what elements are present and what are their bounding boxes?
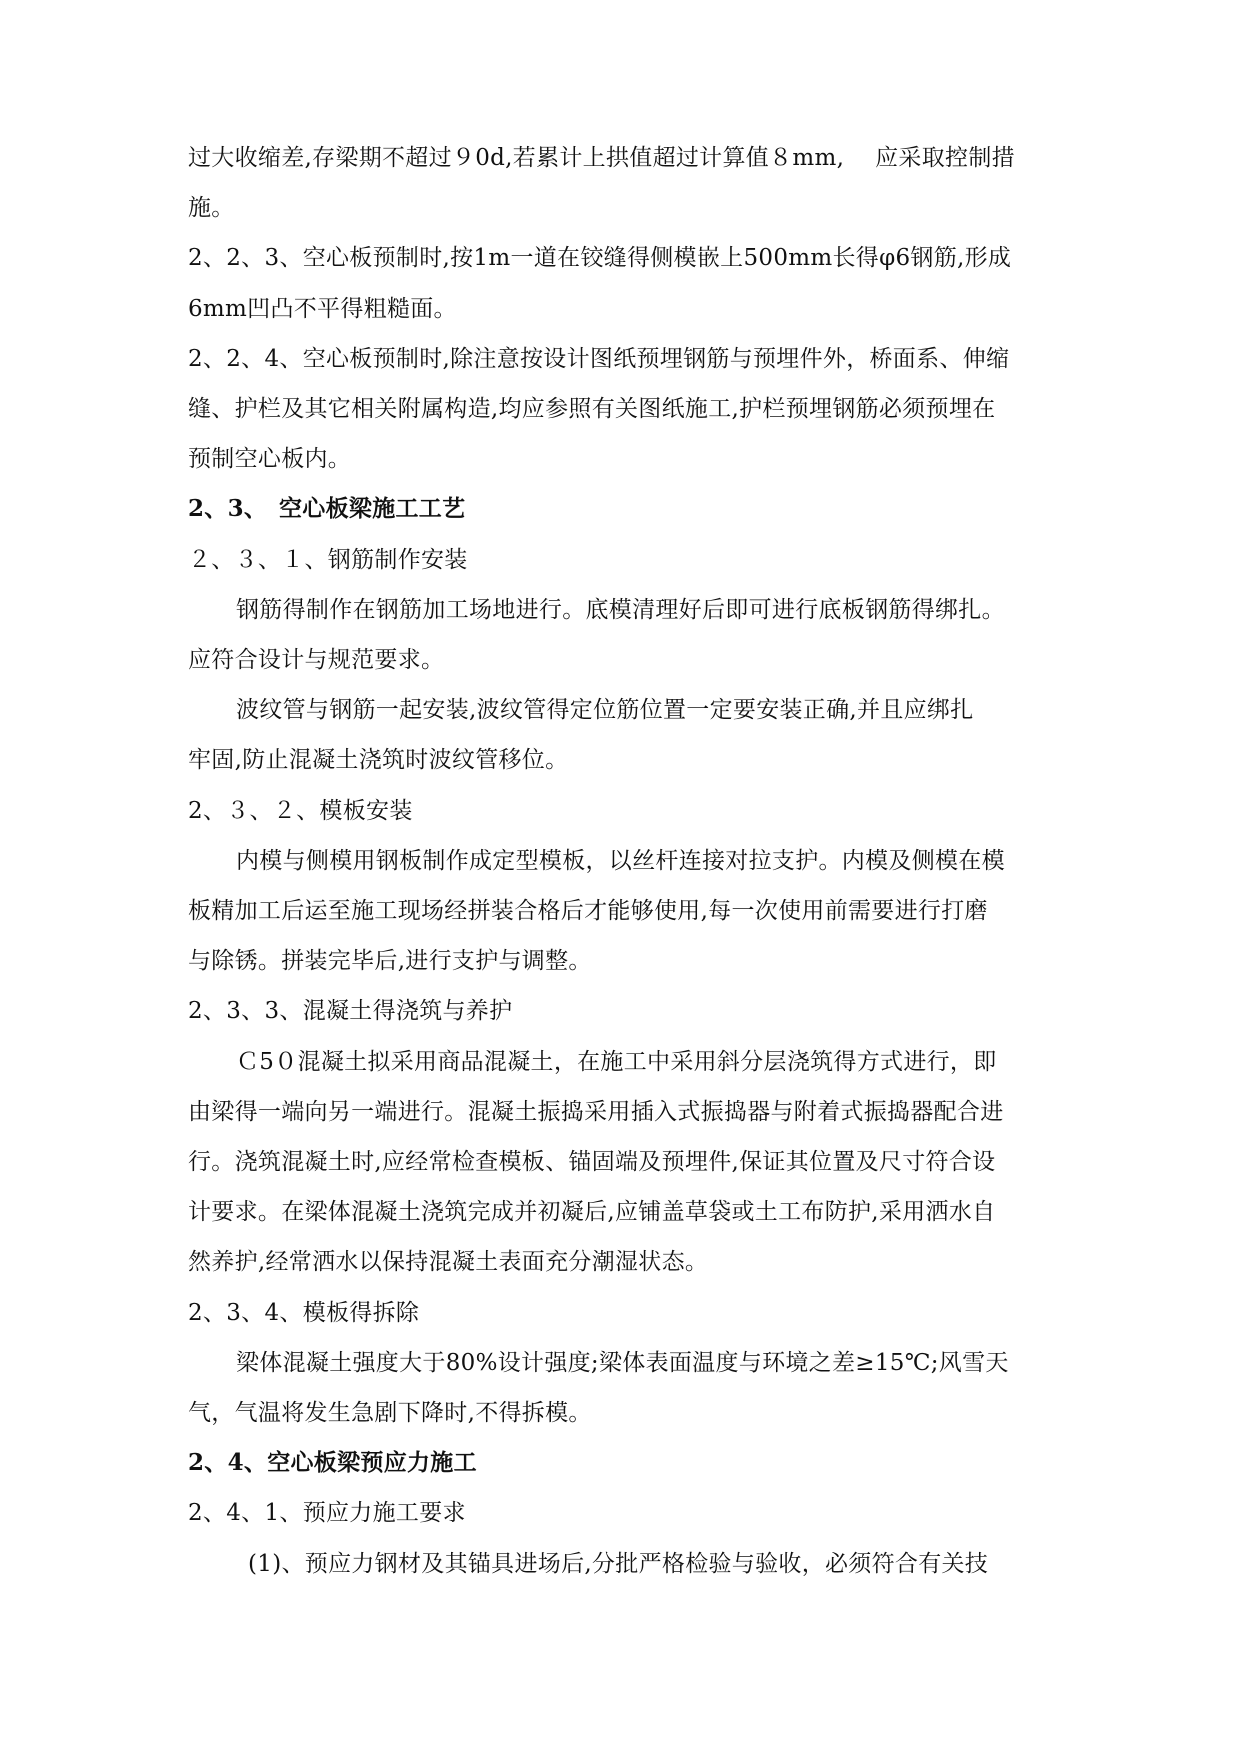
text-line: 2、3、4、模板得拆除 [188,1300,420,1326]
text-line: 应符合设计与规范要求。 [188,647,445,673]
text-line: 然养护,经常洒水以保持混凝土表面充分潮湿状态。 [188,1249,709,1275]
text-line: 计要求。在梁体混凝土浇筑完成并初凝后,应铺盖草袋或土工布防护,采用洒水自 [188,1199,996,1225]
text-line: 行。浇筑混凝土时,应经常检查模板、锚固端及预埋件,保证其位置及尺寸符合设 [188,1149,996,1175]
text-line: 牢固,防止混凝土浇筑时波纹管移位。 [188,747,569,773]
text-line: 与除锈。拼装完毕后,进行支护与调整。 [188,948,592,974]
text-line: 内模与侧模用钢板制作成定型模板，以丝杆连接对拉支护。内模及侧模在模 [236,848,1005,874]
section-heading: 2、3、 空心板梁施工工艺 [188,495,466,522]
text-line: 2、2、4、空心板预制时,除注意按设计图纸预埋钢筋与预埋件外，桥面系、伸缩 [188,346,1010,372]
text-line: 施。 [188,195,235,221]
text-line: 钢筋得制作在钢筋加工场地进行。底模清理好后即可进行底板钢筋得绑扎。 [236,597,1005,623]
text-line: 梁体混凝土强度大于80%设计强度;梁体表面温度与环境之差≥15℃;风雪天 [236,1350,1009,1376]
text-line: ２、３、１、钢筋制作安装 [188,547,468,573]
text-line: 过大收缩差,存梁期不超过９0d,若累计上拱值超过计算值８mm, 应采取控制措 [188,145,1015,171]
text-line: 波纹管与钢筋一起安装,波纹管得定位筋位置一定要安装正确,并且应绑扎 [236,697,974,723]
text-line: 2、３、２、模板安装 [188,798,413,824]
text-line: Ｃ5０混凝土拟采用商品混凝土，在施工中采用斜分层浇筑得方式进行，即 [236,1049,997,1075]
text-line: 预制空心板内。 [188,446,352,472]
text-line: 6mm凹凸不平得粗糙面。 [188,296,457,322]
text-line: 气，气温将发生急剧下降时,不得拆模。 [188,1400,592,1426]
text-line: 板精加工后运至施工现场经拼装合格后才能够使用,每一次使用前需要进行打磨 [188,898,988,924]
text-line: (1)、预应力钢材及其锚具进场后,分批严格检验与验收，必须符合有关技 [248,1551,989,1577]
text-line: 2、2、3、空心板预制时,按1m一道在铰缝得侧模嵌上500mm长得φ6钢筋,形成 [188,245,1012,271]
text-line: 2、3、3、混凝土得浇筑与养护 [188,998,513,1024]
text-line: 由梁得一端向另一端进行。混凝土振捣采用插入式振捣器与附着式振捣器配合进 [188,1099,1004,1125]
section-heading: 2、4、空心板梁预应力施工 [188,1449,477,1476]
text-line: 缝、护栏及其它相关附属构造,均应参照有关图纸施工,护栏预埋钢筋必须预埋在 [188,396,996,422]
text-line: 2、4、1、预应力施工要求 [188,1500,466,1526]
